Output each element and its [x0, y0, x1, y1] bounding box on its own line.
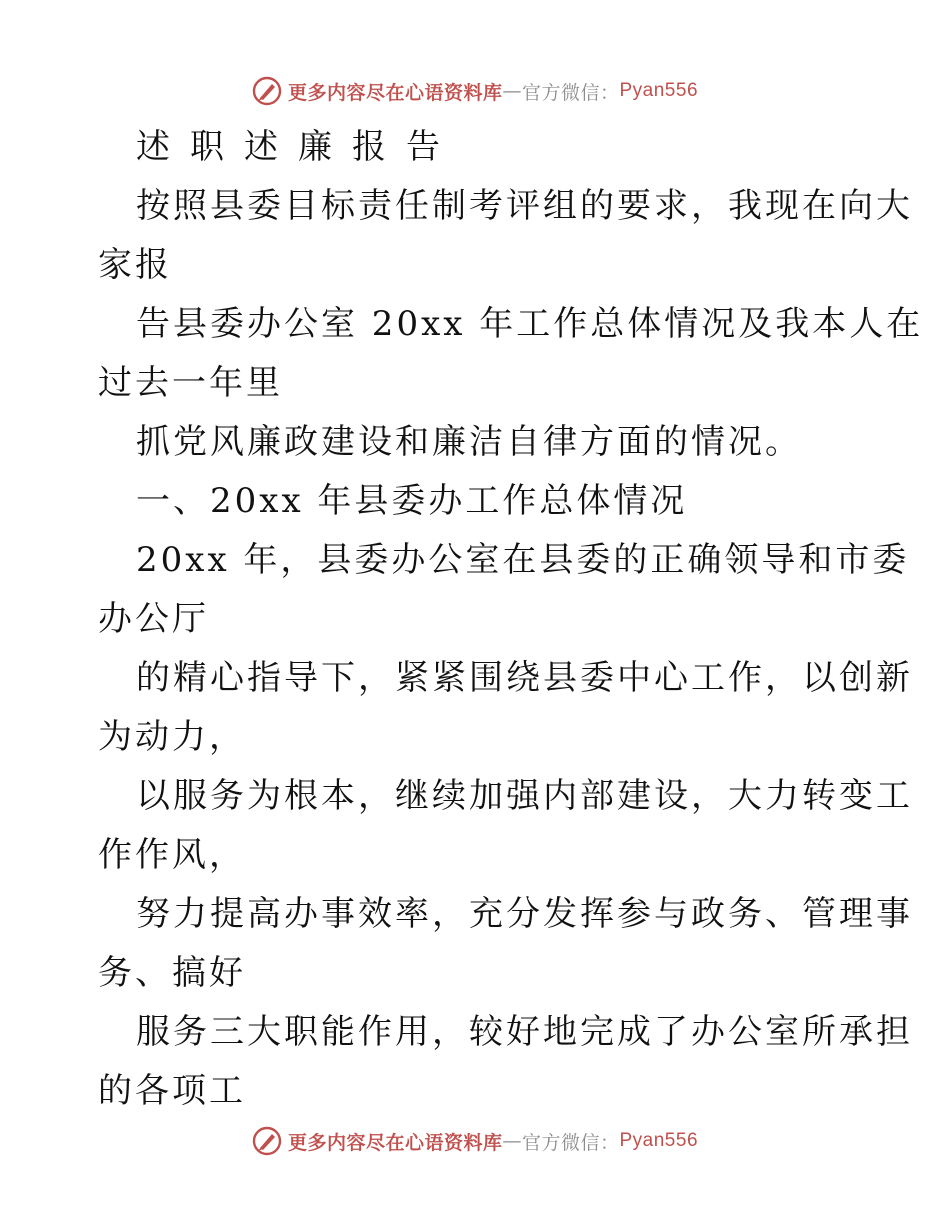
paragraph-line: 20xx 年，县委办公室在县委的正确领导和市委 [136, 540, 910, 580]
section-heading: 一、20xx 年县委办工作总体情况 [136, 481, 688, 521]
footer-banner [0, 1121, 950, 1161]
paragraph-line: 的各项工 [98, 1071, 246, 1111]
paragraph-line: 家报 [98, 245, 172, 285]
quill-pen-logo-icon [252, 76, 282, 106]
paragraph-line: 的精心指导下，紧紧围绕县委中心工作，以创新 [136, 658, 913, 698]
paragraph-line: 过去一年里 [98, 363, 283, 403]
banner-main-text: 更多内容尽在心语资料库 [287, 81, 503, 104]
header-banner [0, 71, 950, 111]
banner-sub-text: 官方微信： [521, 81, 620, 104]
paragraph-line: 务、搞好 [98, 953, 246, 993]
paragraph-line: 抓党风廉政建设和廉洁自律方面的情况。 [136, 422, 802, 462]
banner-wechat-id: Pyan556 [619, 80, 699, 101]
document-title: 述职述廉报告 [136, 127, 460, 167]
banner-sub-text: 官方微信： [521, 1131, 620, 1154]
paragraph-line: 为动力， [98, 717, 246, 757]
paragraph-line: 作作风， [98, 835, 246, 875]
paragraph-line: 办公厅 [98, 599, 209, 639]
banner-wechat-id: Pyan556 [619, 1130, 699, 1151]
paragraph-line: 努力提高办事效率，充分发挥参与政务、管理事 [136, 894, 913, 934]
banner-dash: — [502, 1130, 522, 1152]
paragraph-line: 以服务为根本，继续加强内部建设，大力转变工 [136, 776, 913, 816]
banner-dash: — [502, 80, 522, 102]
paragraph-line: 服务三大职能作用，较好地完成了办公室所承担 [136, 1012, 913, 1052]
quill-pen-logo-icon [252, 1126, 282, 1156]
banner-main-text: 更多内容尽在心语资料库 [287, 1131, 503, 1154]
paragraph-line: 告县委办公室 20xx 年工作总体情况及我本人在 [136, 304, 924, 344]
paragraph-line: 按照县委目标责任制考评组的要求，我现在向大 [136, 186, 913, 226]
